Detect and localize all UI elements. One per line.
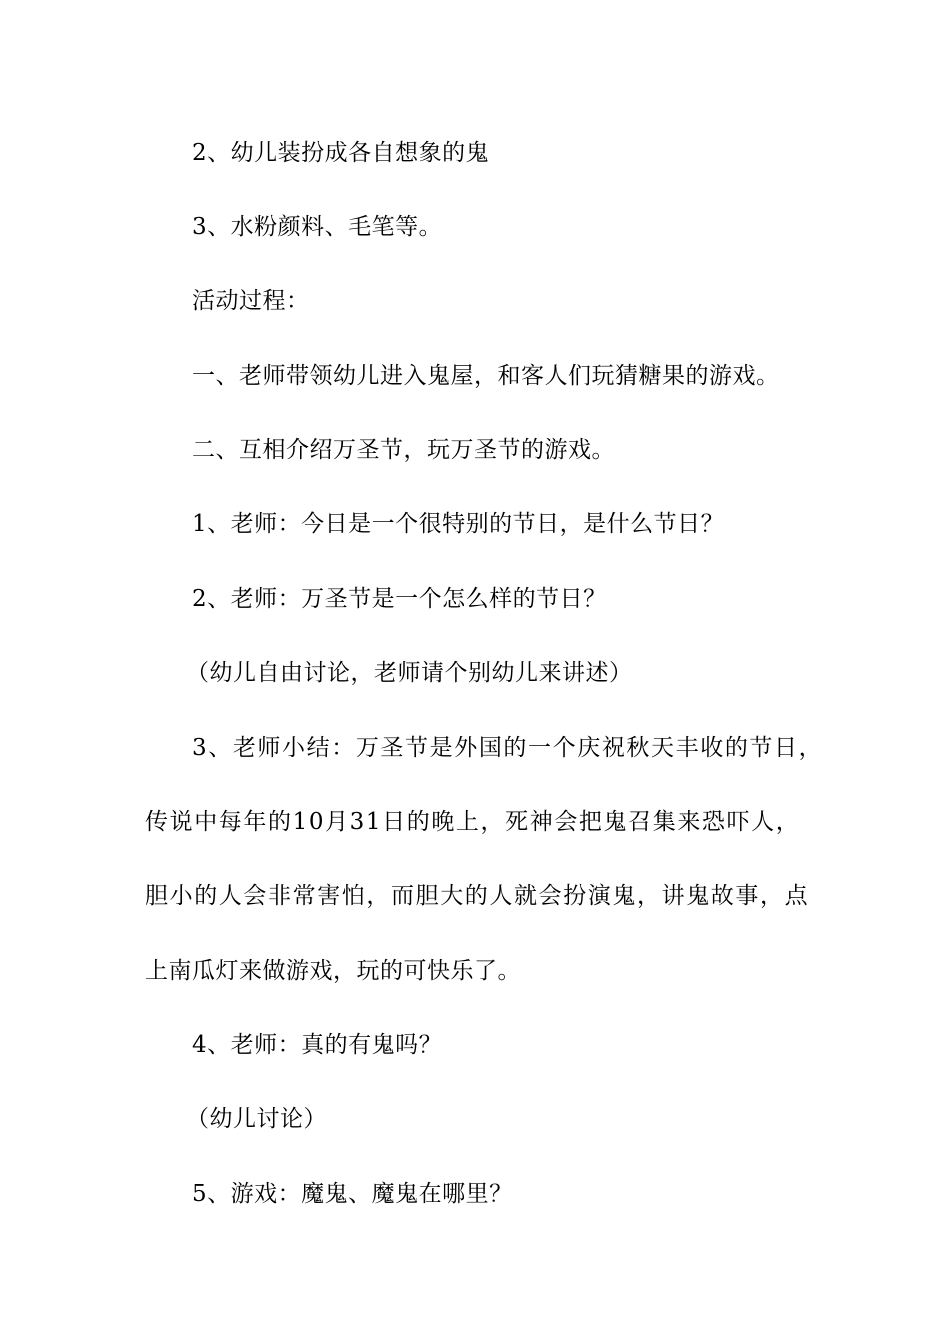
teacher-summary-line-2: 传说中每年的10月31日的晚上，死神会把鬼召集来恐吓人， <box>145 809 801 835</box>
teacher-summary-line-4: 上南瓜灯来做游戏，玩的可快乐了。 <box>145 958 521 984</box>
material-item-2: 2、幼儿装扮成各自想象的鬼 <box>192 140 490 166</box>
material-item-3: 3、水粉颜料、毛笔等。 <box>192 214 443 240</box>
teacher-summary-line-3: 胆小的人会非常害怕，而胆大的人就会扮演鬼，讲鬼故事，点 <box>145 883 810 909</box>
teacher-question-2: 2、老师：万圣节是一个怎么样的节日？ <box>192 586 607 612</box>
process-step-1: 一、老师带领幼儿进入鬼屋，和客人们玩猜糖果的游戏。 <box>192 363 780 389</box>
children-discussion-short: （幼儿讨论） <box>186 1106 327 1132</box>
game-item-5: 5、游戏：魔鬼、魔鬼在哪里？ <box>192 1181 513 1207</box>
teacher-summary-line-1: 3、老师小结：万圣节是外国的一个庆祝秋天丰收的节日， <box>192 735 824 761</box>
teacher-question-1: 1、老师：今日是一个很特别的节日，是什么节日？ <box>192 511 725 537</box>
section-heading-activity-process: 活动过程： <box>192 288 310 314</box>
children-discussion-note: （幼儿自由讨论，老师请个别幼儿来讲述） <box>186 660 633 686</box>
process-step-2: 二、互相介绍万圣节，玩万圣节的游戏。 <box>192 437 615 463</box>
teacher-question-4: 4、老师：真的有鬼吗？ <box>192 1032 443 1058</box>
